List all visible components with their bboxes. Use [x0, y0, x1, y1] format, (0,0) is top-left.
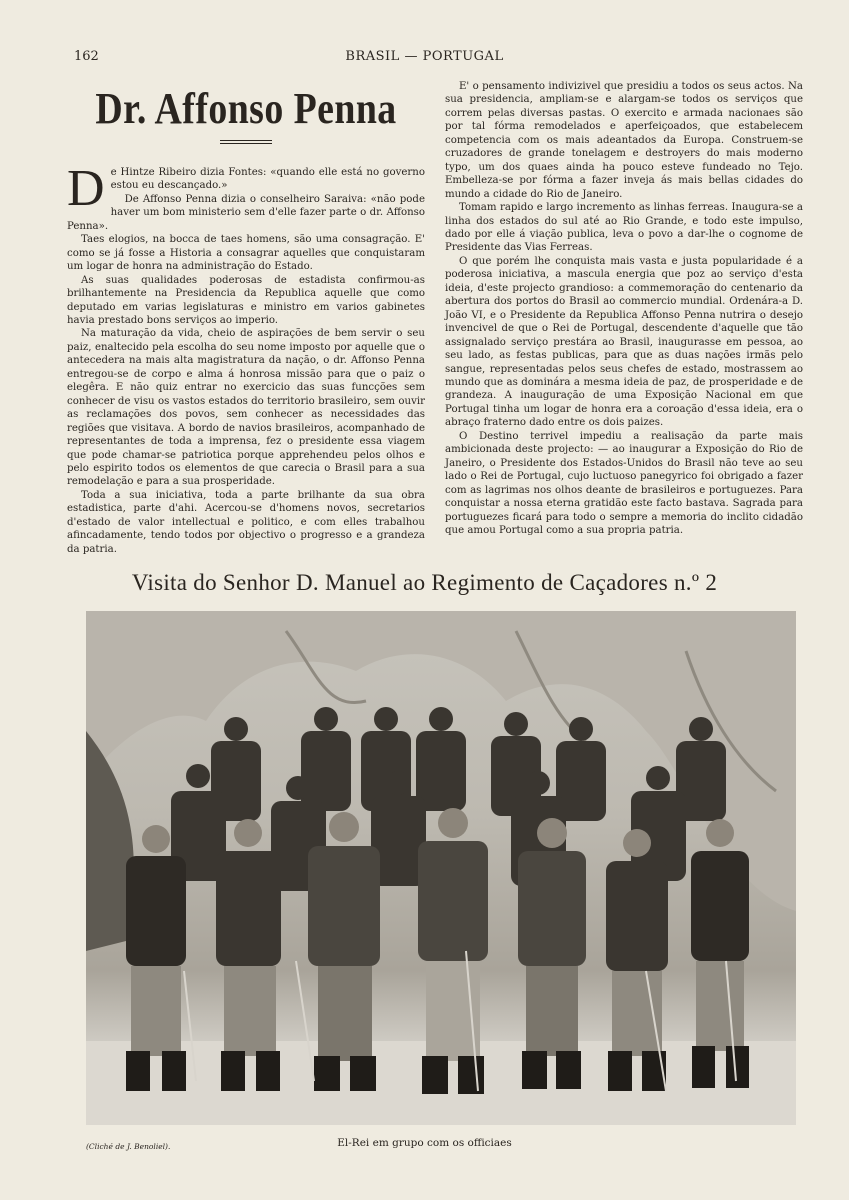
paragraph: Tomam rapido e largo incremento as linhas ferreas. Inaugura-se a linha dos estados do sul até ao Rio Grande, e todo este impulso, dado por elle á viação publica, leva o povo a dar-lhe o cognome de Presidente das Vias Ferreas. [445, 202, 803, 254]
paragraph: Taes elogios, na bocca de taes homens, são uma consagração. E' como se já fosse a Historia a consagrar aquelles que conquistaram um logar de honra na administração do Estado. [67, 234, 425, 273]
article-title: Dr. Affonso Penna [95, 84, 397, 133]
paragraph: E' o pensamento indivizivel que presidiu a todos os seus actos. Na sua presidencia, ampliam-se e alargam-se todos os serviços que correm pelas diversas pastas. O exercito e armada nacionaes são por tal fórma remodelados e aperfeiçoados, que estabelecem competencia com os mais adeantados da Europa. Construem-se cruzadores de grande tonelagem e destroyers do mais moderno typo, um dos quaes ainda ha pouco esteve fundeado no Tejo. Embelleza-se por fórma a fazer inveja ás mais bellas cidades do mundo a cidade do Rio de Janeiro. [445, 81, 803, 200]
running-title: BRASIL — PORTUGAL [345, 49, 504, 64]
paragraph: As suas qualidades poderosas de estadista confirmou-as brilhantemente na Presidencia da Republica aquelle que como deputado em varias legislaturas e ministro em varios gabinetes havia prestado bons serviços ao imperio. [67, 274, 425, 326]
photo-credit: (Cliché de J. Benoliel). [86, 1142, 171, 1151]
paragraph: O Destino terrivel impediu a realisação da parte mais ambicionada deste projecto: — ao inaugurar a Exposição do Rio de Janeiro, o Presidente dos Estados-Unidos do Brasil não teve ao seu lado o Rei de Portugal, cujo luctuoso panegyrico foi obrigado a fazer com as lagrimas nos olhos deante de brasileiros e portuguezes. Para conquistar a nossa eterna gratidão este facto bastava. Sagrada para portuguezes ficará para todo o sempre a memoria do inclito cidadão que amou Portugal como a sua propria patria. [445, 430, 803, 536]
group-photograph [86, 611, 796, 1125]
article-left-column [67, 80, 425, 556]
article-right-column [445, 80, 803, 537]
paragraph: Na maturação da vida, cheio de aspirações de bem servir o seu paiz, enaltecido pela escolha do seu nome imposto por aquelle que o antecedera na mais alta magistratura da nação, o dr. Affonso Penna entregou-se de corpo e alma á honrosa missão para que o paiz o elegêra. E não quiz entrar no exercicio das suas funcções sem conhecer de visu os vastos estados do territorio brasileiro, sem ouvir as reclamações dos povos, sem conhecer as necessidades das regiões que visitava. A bordo de navios brasileiros, acompanhado de representantes de toda a imprensa, fez o presidente essa viagem que pode chamar-se patriotica porque apprehendeu pelos olhos e pelo espirito todos os elementos de que carecia o Brasil para a sua remodelação e para a sua prosperidade. [67, 328, 425, 488]
paragraph: Toda a sua iniciativa, toda a parte brilhante da sua obra estadistica, parte d'ahi. Acercou-se d'homens novos, secretarios d'estado de valor intellectual e politico, e com elles trabalhou afincadamente, tendo todos por objectivo o progresso e a grandeza da patria. [67, 489, 425, 555]
page-number: 162 [74, 49, 99, 64]
drop-cap: D [67, 160, 105, 217]
photo-article-title: Visita do Senhor D. Manuel ao Regimento de Caçadores n.º 2 [131, 570, 718, 595]
photo-caption: El-Rei em grupo com os officiaes [337, 1137, 512, 1149]
title-rule [220, 140, 272, 144]
officers-group-illustration [86, 611, 796, 1125]
paragraph: De Affonso Penna dizia o conselheiro Saraiva: «não pode haver um bom ministerio sem d'elle fazer parte o dr. Affonso Penna». [67, 193, 425, 232]
paragraph: O que porém lhe conquista mais vasta e justa popularidade é a poderosa iniciativa, a mascula energia que poz ao serviço d'esta ideia, d'este projecto grandioso: a commemoração do centenario da abertura dos portos do Brasil ao commercio mundial. Ordenára-a D. João VI, e o Presidente da Republica Affonso Penna nutrira o desejo invencivel de que o Rei de Portugal, descendente d'aquelle que tão assignalado serviço prestára ao Brasil, inaugurasse em pessoa, ao seu lado, as festas publicas, para que as duas nações irmãs pelo sangue, representadas pelos seus chefes de estado, mostrassem ao mundo que as dominára a mesma ideia de paz, de prosperidade e de grandeza. A inauguração de uma Exposição Nacional em que Portugal tinha um logar de honra era a coroação d'essa ideia, era o abraço fraterno dado entre os dois paizes. [445, 255, 803, 429]
paragraph: De Hintze Ribeiro dizia Fontes: «quando elle está no governo estou eu descançado.» [67, 160, 425, 217]
